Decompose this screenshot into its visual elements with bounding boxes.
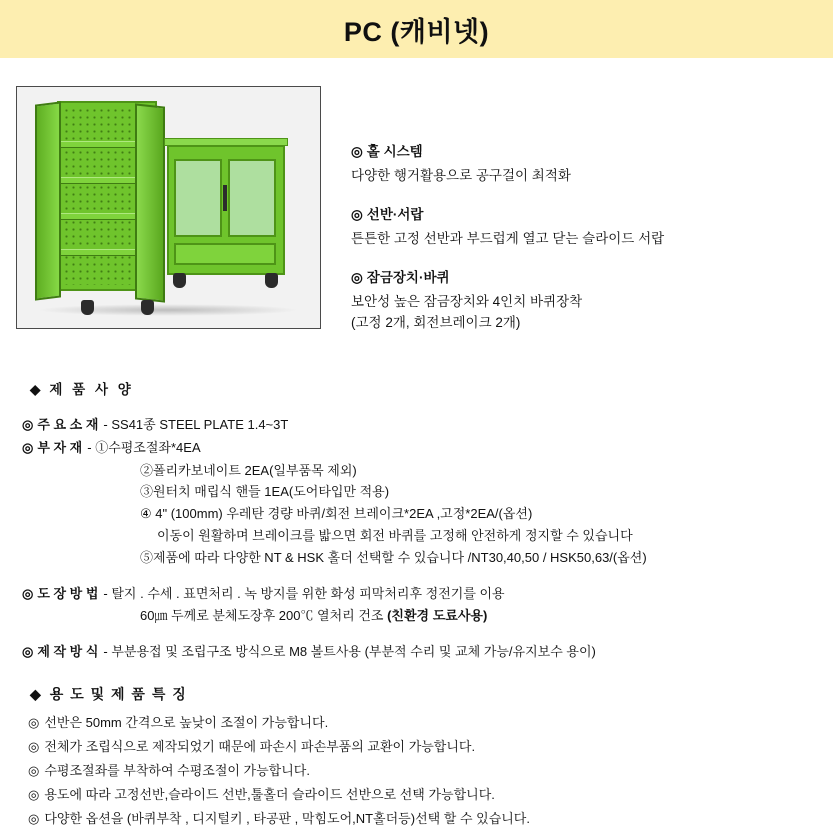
slide-drawer — [174, 243, 276, 265]
spec-section-heading-text: 제 품 사 양 — [49, 382, 134, 398]
open-cabinet-left-door — [35, 101, 61, 300]
feature-list — [351, 86, 664, 351]
feature-description: 보안성 높은 잠금장치와 4인치 바퀴장착 — [351, 293, 583, 309]
spec-value: - 부분용접 및 조립구조 방식으로 M8 볼트사용 (부분적 수리 및 교체 가능/유지보수 용이) — [103, 644, 596, 660]
usage-item — [28, 713, 833, 734]
spec-value: - SS41종 STEEL PLATE 1.4~3T — [103, 417, 289, 433]
feature-description-secondary: (고정 2개, 회전브레이크 2개) — [351, 314, 521, 330]
caster-wheel — [141, 300, 154, 315]
feature-title-text: 잠금장치·바퀴 — [366, 269, 450, 285]
spacer — [22, 628, 833, 642]
spec-label-text: 제 작 방 식 — [37, 644, 99, 660]
spec-row-main-material — [22, 415, 833, 436]
double-circle-bullet-icon: ◎ — [28, 786, 40, 802]
spec-sub-item-note: 이동이 원활하며 브레이크를 밟으면 회전 바퀴를 고정해 안전하게 정지할 수 있습니다 — [157, 528, 633, 544]
feature-title — [351, 142, 664, 163]
painting-detail-bold: (친환경 도료사용) — [387, 608, 488, 624]
spec-row-sub-material — [22, 438, 833, 459]
diamond-filled-icon: ◆ — [30, 686, 41, 703]
spec-label — [22, 415, 98, 436]
spec-sub-painting-detail — [140, 606, 833, 627]
polycarbonate-window-left — [174, 159, 222, 237]
usage-section-heading — [30, 683, 833, 705]
spacer — [22, 570, 833, 584]
page-title: PC (캐비넷) — [343, 16, 490, 47]
spec-sub-item: ④ 4" (100mm) 우레탄 경량 바퀴/회전 브레이크*2EA ,고정*2EA/(옵션) — [140, 506, 533, 522]
feature-title-text: 홀 시스템 — [366, 144, 423, 159]
feature-item-hole-system — [351, 142, 664, 187]
usage-item — [28, 785, 833, 806]
open-cabinet-illustration — [39, 101, 159, 301]
diamond-bullet-icon: ◎ — [351, 269, 363, 285]
photo-shadow — [37, 304, 299, 316]
spec-sub-item: ⑤제품에 따라 다양한 NT & HSK 홀더 선택할 수 있습니다 /NT30,40,50 / HSK50,63/(옵션) — [140, 549, 647, 565]
specification-section — [0, 351, 833, 829]
spec-row-manufacture-method — [22, 642, 833, 663]
feature-title — [351, 205, 664, 226]
spec-value: - ①수평조절좌*4EA — [87, 439, 201, 455]
usage-item-text: 다양한 옵션을 (바퀴부착 , 디지털키 , 타공판 , 막힘도어,NT홀더등)선택 할 수 있습니다. — [44, 810, 530, 826]
open-cabinet-right-door — [135, 103, 165, 302]
spec-label-text: 부 자 재 — [37, 439, 83, 455]
spec-label — [22, 642, 98, 663]
spec-section-heading — [30, 379, 833, 401]
feature-title — [351, 268, 664, 289]
double-circle-bullet-icon: ◎ — [28, 810, 40, 826]
closed-cabinet-illustration — [167, 145, 291, 295]
feature-description: 다양한 행거활용으로 공구걸이 최적화 — [351, 167, 571, 183]
product-photo — [16, 86, 321, 329]
usage-item — [28, 737, 833, 758]
caster-wheel — [173, 273, 186, 288]
feature-item-lock-wheel — [351, 268, 664, 334]
usage-item-text: 선반은 50mm 간격으로 높낮이 조절이 가능합니다. — [44, 715, 329, 731]
painting-detail-text: 60㎛ 두께로 분체도장후 200℃ 열처리 건조 — [140, 608, 384, 624]
usage-item-text: 전체가 조립식으로 제작되었기 때문에 파손시 파손부품의 교환이 가능합니다. — [44, 739, 476, 755]
product-overview-section — [0, 58, 833, 351]
feature-title-text: 선반·서랍 — [366, 206, 424, 222]
spec-value: - 탈지 . 수세 . 표면처리 . 녹 방지를 위한 화성 피막처리후 정전기를 이용 — [103, 585, 505, 601]
spec-sub-item: ②폴리카보네이트 2EA(일부품목 제외) — [140, 462, 357, 478]
usage-item — [28, 809, 833, 829]
feature-description: 튼튼한 고정 선반과 부드럽게 열고 닫는 슬라이드 서랍 — [351, 230, 665, 246]
caster-wheel — [81, 300, 94, 315]
diamond-bullet-icon: ◎ — [351, 206, 363, 222]
spec-sub-item: ③원터치 매립식 핸들 1EA(도어타입만 적용) — [140, 484, 390, 500]
diamond-bullet-icon: ◎ — [351, 144, 363, 159]
spec-label-text: 도 장 방 법 — [37, 585, 99, 601]
spec-label-text: 주 요 소 재 — [37, 417, 99, 433]
usage-item — [28, 761, 833, 782]
double-circle-bullet-icon: ◎ — [22, 644, 34, 660]
double-circle-bullet-icon: ◎ — [22, 585, 34, 601]
page-header-banner — [0, 0, 833, 58]
spec-label — [22, 584, 98, 605]
usage-item-text: 수평조절좌를 부착하여 수평조절이 가능합니다. — [44, 763, 310, 778]
caster-wheel — [265, 273, 278, 288]
door-handle — [223, 185, 227, 211]
spec-row-painting-method — [22, 584, 833, 605]
usage-item-text: 용도에 따라 고정선반,슬라이드 선반,툴홀더 슬라이드 선반으로 선택 가능합니다. — [44, 786, 495, 802]
double-circle-bullet-icon: ◎ — [22, 439, 34, 455]
polycarbonate-window-right — [228, 159, 276, 237]
double-circle-bullet-icon: ◎ — [28, 739, 40, 755]
usage-section-heading-text: 용 도 및 제 품 특 징 — [49, 686, 188, 703]
double-circle-bullet-icon: ◎ — [28, 763, 40, 778]
feature-item-shelf-drawer — [351, 205, 664, 250]
double-circle-bullet-icon: ◎ — [22, 417, 34, 433]
spec-label — [22, 438, 82, 459]
diamond-filled-icon: ◆ — [30, 382, 41, 398]
double-circle-bullet-icon: ◎ — [28, 715, 40, 731]
